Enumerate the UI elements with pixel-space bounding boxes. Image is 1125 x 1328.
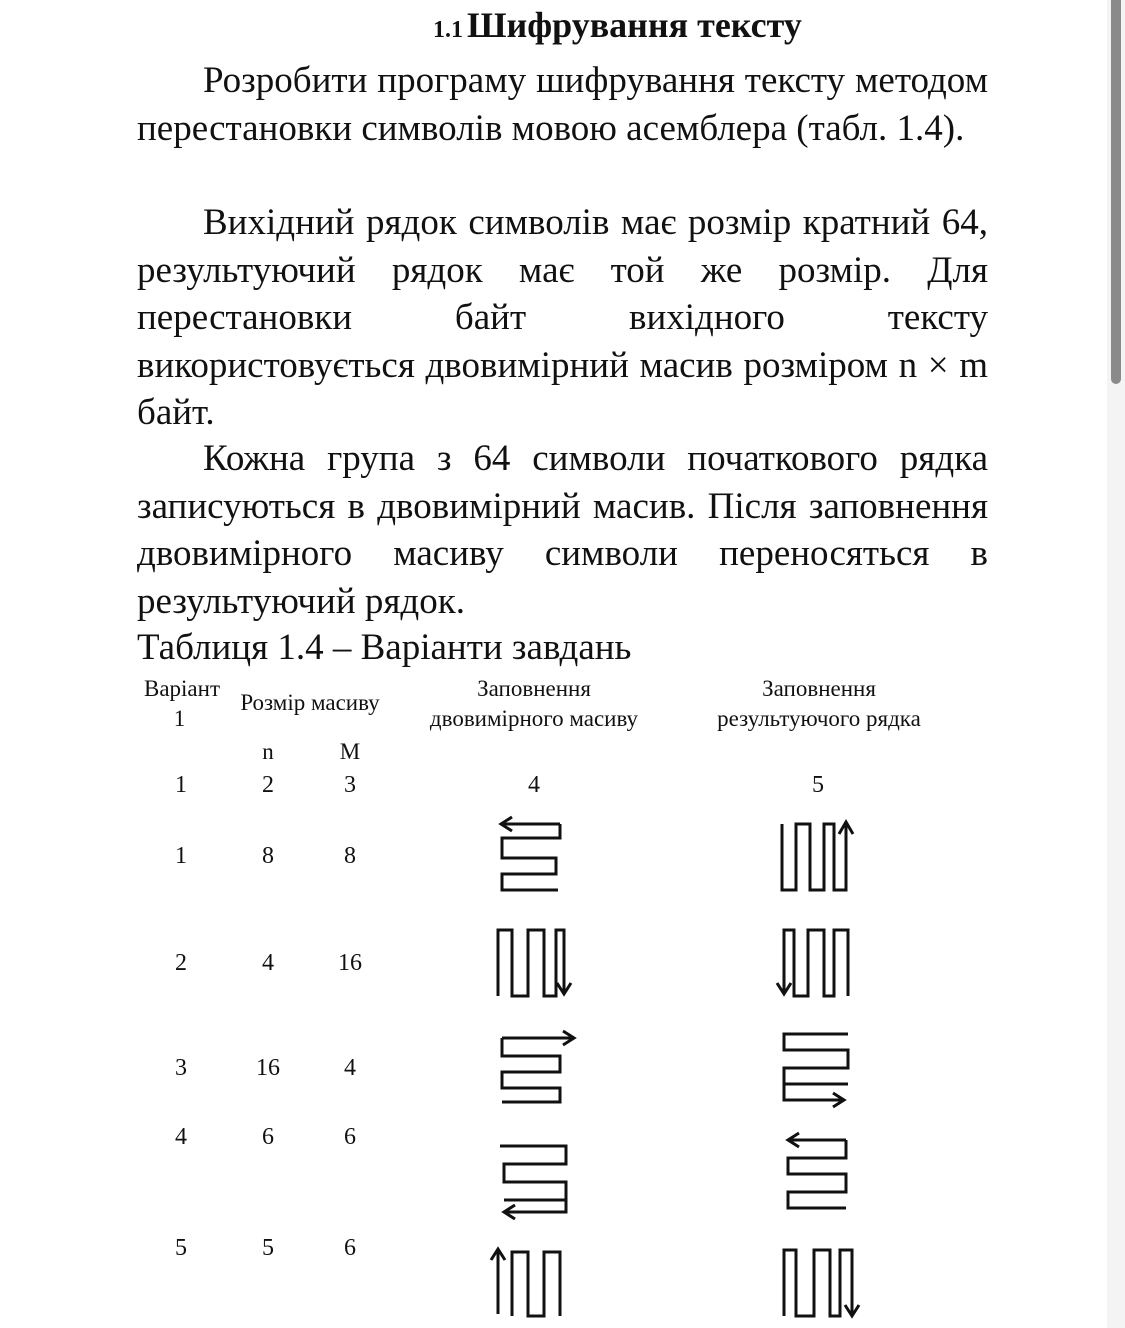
serpentine-horizontal-up-arrow-right-icon	[490, 1026, 580, 1106]
cell-m: 8	[344, 843, 356, 869]
section-number: 1.1	[433, 17, 463, 43]
paragraph-input-string	[137, 199, 988, 437]
serpentine-vertical-arrow-down-left-icon	[774, 920, 864, 1000]
cell-n: 8	[262, 843, 274, 869]
serpentine-vertical-arrow-up-icon	[774, 814, 864, 894]
serpentine-horizontal-up-arrow-left-icon	[490, 814, 570, 894]
subheader-n: n	[262, 739, 274, 764]
paragraph-task	[137, 57, 988, 152]
paragraph-text: Розробити програму шифрування тексту методом перестановки символів мовою асемблера (табл. 1.4).	[137, 60, 988, 149]
header-fill-result	[697, 674, 941, 734]
cell-variant: 4	[175, 1124, 187, 1150]
cell-n: 4	[262, 950, 274, 976]
scrollbar-thumb[interactable]	[1111, 0, 1121, 384]
header-variant-line2: 1	[173, 706, 186, 731]
cell-n: 6	[262, 1124, 274, 1150]
paragraph-text: Вихідний рядок символів має розмір кратний 64, результуючий рядок має той же розмір. Для перестановки байт вихідного тексту використовується двовимірний масив розміром n × m байт.	[137, 202, 988, 433]
serpentine-vertical-arrow-down-right-icon	[774, 1242, 864, 1322]
cell-n: 16	[256, 1055, 280, 1081]
cell-variant: 1	[175, 843, 187, 869]
section-heading	[433, 4, 802, 46]
paragraph-text: Кожна група з 64 символи початкового рядка записуються в двовимірний масив. Після заповнення двовимірного масиву символи переносяться в результуючий рядок.	[137, 438, 988, 622]
serpentine-horizontal-up-arrow-left-icon	[774, 1130, 864, 1210]
serpentine-vertical-arrow-down-icon	[490, 920, 580, 1000]
header-fill-result-line2: результуючого рядка	[717, 706, 921, 731]
header-array-size: Розмір масиву	[240, 690, 380, 715]
header-fill-array-line1: Заповнення	[477, 676, 591, 701]
cell-variant: 3	[175, 1055, 187, 1081]
cell-m: 6	[344, 1235, 356, 1261]
cell-m: 16	[338, 950, 362, 976]
subheader-m: M	[339, 739, 361, 764]
cell-m: 4	[344, 1055, 356, 1081]
cell-variant: 2	[175, 950, 187, 976]
header-variant	[137, 674, 227, 734]
column-number: 1	[175, 772, 187, 798]
serpentine-horizontal-down-arrow-left-icon	[490, 1142, 580, 1222]
table-caption: Таблиця 1.4 – Варіанти завдань	[137, 627, 632, 668]
column-number: 4	[528, 772, 540, 798]
serpentine-horizontal-down-arrow-right-icon	[774, 1026, 864, 1106]
serpentine-vertical-arrow-up-left-icon	[484, 1242, 574, 1322]
cell-variant: 5	[175, 1235, 187, 1261]
column-number: 3	[344, 772, 356, 798]
cell-m: 6	[344, 1124, 356, 1150]
header-fill-array	[410, 674, 658, 734]
section-title: Шифрування тексту	[467, 5, 802, 45]
header-fill-result-line1: Заповнення	[762, 676, 876, 701]
cell-n: 5	[262, 1235, 274, 1261]
header-fill-array-line2: двовимірного масиву	[429, 706, 639, 731]
column-number: 2	[262, 772, 274, 798]
header-variant-line1: Варіант	[143, 676, 220, 701]
paragraph-groups	[137, 435, 988, 625]
column-number: 5	[812, 772, 824, 798]
vertical-scrollbar[interactable]	[1107, 0, 1125, 1328]
